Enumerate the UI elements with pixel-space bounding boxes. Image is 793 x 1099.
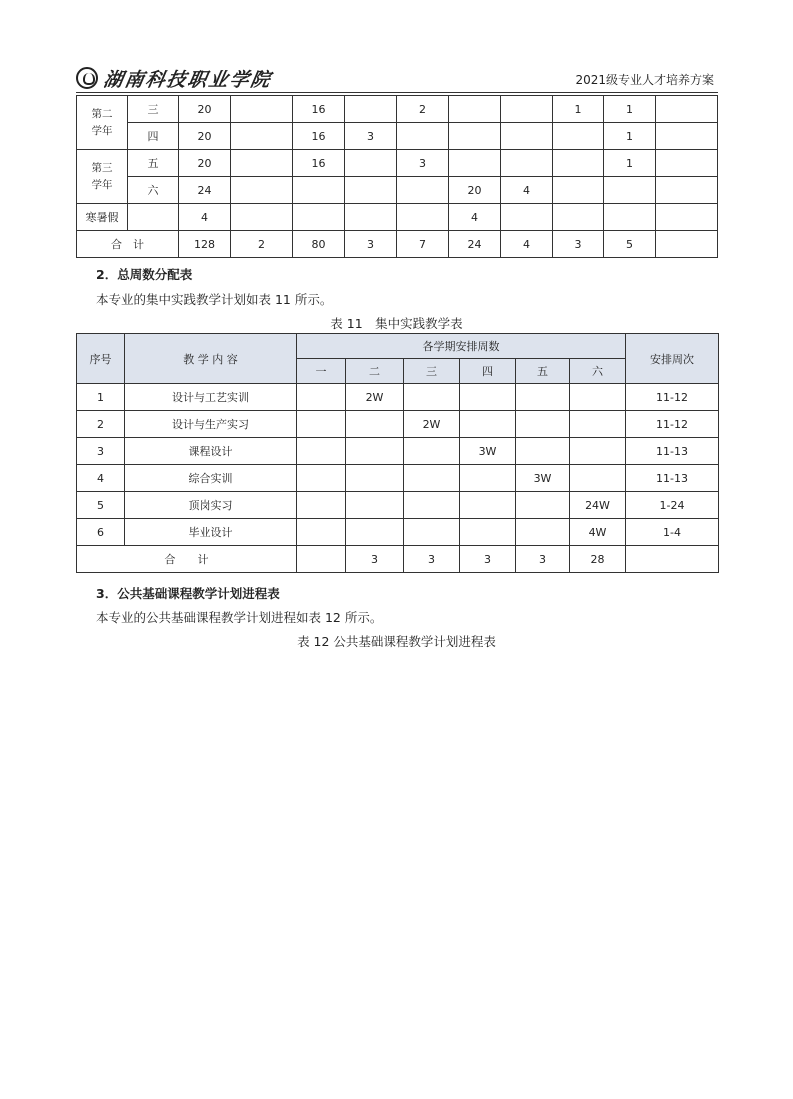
col-header-weeks: 安排周次: [626, 334, 719, 384]
table-cell: 16: [293, 123, 345, 150]
semester-weeks-cell: [346, 519, 404, 546]
table-cell: 1: [604, 96, 656, 123]
semester-weeks-cell: [404, 492, 460, 519]
semester-weeks-cell: 24W: [570, 492, 626, 519]
table-cell: [231, 96, 293, 123]
table-cell: 4: [449, 204, 501, 231]
semester-weeks-cell: [460, 519, 516, 546]
table-cell: [231, 204, 293, 231]
row-number: 6: [77, 519, 125, 546]
table-cell: 1: [604, 123, 656, 150]
row-number: 3: [77, 438, 125, 465]
semester-weeks-cell: [516, 411, 570, 438]
row-label: 寒暑假: [77, 204, 128, 231]
semester-weeks-cell: 3W: [516, 465, 570, 492]
table-cell: [656, 123, 718, 150]
semester-weeks-cell: [570, 438, 626, 465]
semester-weeks-cell: [516, 492, 570, 519]
table-cell: 128: [179, 231, 231, 258]
semester-weeks-cell: [297, 465, 346, 492]
semester-weeks-cell: [460, 384, 516, 411]
table-cell: 4: [179, 204, 231, 231]
table-cell: 24: [179, 177, 231, 204]
table-cell: [231, 150, 293, 177]
scheduled-weeks-cell: [626, 546, 719, 573]
table-cell: 2: [231, 231, 293, 258]
table-cell: 3: [345, 123, 397, 150]
row-label: 合 计: [77, 546, 297, 573]
table-cell: [553, 204, 604, 231]
scheduled-weeks-cell: 11-13: [626, 438, 719, 465]
semester-weeks-cell: [346, 492, 404, 519]
table-cell: 1: [553, 96, 604, 123]
semester-weeks-cell: [570, 465, 626, 492]
semester-weeks-cell: [460, 492, 516, 519]
section-2-intro: 本专业的集中实践教学计划如表 11 所示。: [96, 292, 333, 307]
col-header-sem-1: 一: [297, 359, 346, 384]
table-cell: [656, 204, 718, 231]
semester-cell: 六: [128, 177, 179, 204]
table-cell: [656, 150, 718, 177]
table-cell: [345, 96, 397, 123]
semester-weeks-cell: [297, 492, 346, 519]
table-cell: [449, 96, 501, 123]
semester-weeks-cell: 28: [570, 546, 626, 573]
col-header-content: 教 学 内 容: [125, 334, 297, 384]
table-cell: 3: [553, 231, 604, 258]
table-row: [77, 177, 718, 204]
table-cell: 5: [604, 231, 656, 258]
semester-weeks-cell: [297, 546, 346, 573]
table-cell: [604, 177, 656, 204]
table-cell: 4: [501, 177, 553, 204]
table-cell: [231, 123, 293, 150]
practice-teaching-table: [76, 333, 719, 573]
table-row: [77, 96, 718, 123]
col-header-sem-5: 五: [516, 359, 570, 384]
scheduled-weeks-cell: 11-13: [626, 465, 719, 492]
college-logo: [76, 65, 272, 91]
semester-weeks-cell: [297, 519, 346, 546]
semester-weeks-cell: 3: [516, 546, 570, 573]
col-header-sem-2: 二: [346, 359, 404, 384]
section-3-heading: 3．公共基础课程教学计划进程表: [96, 586, 280, 601]
table-cell: [449, 123, 501, 150]
semester-weeks-cell: [516, 519, 570, 546]
plan-title: 2021级专业人才培养方案: [575, 73, 714, 87]
table-cell: 7: [397, 231, 449, 258]
semester-weeks-cell: 3: [460, 546, 516, 573]
scheduled-weeks-cell: 1-24: [626, 492, 719, 519]
table-row: [77, 150, 718, 177]
col-header-no: 序号: [77, 334, 125, 384]
row-number: 2: [77, 411, 125, 438]
semester-weeks-cell: 3W: [460, 438, 516, 465]
scheduled-weeks-cell: 11-12: [626, 411, 719, 438]
table-cell: [501, 150, 553, 177]
semester-weeks-cell: [297, 411, 346, 438]
semester-weeks-cell: [516, 438, 570, 465]
semester-weeks-cell: [404, 465, 460, 492]
row-content: 顶岗实习: [125, 492, 297, 519]
table-cell: [501, 204, 553, 231]
table-cell: [397, 123, 449, 150]
total-row: [77, 231, 718, 258]
table-cell: 20: [449, 177, 501, 204]
table-cell: 2: [397, 96, 449, 123]
table-row: [77, 384, 719, 411]
header-divider: [76, 92, 718, 93]
table-cell: 16: [293, 96, 345, 123]
col-header-sem-4: 四: [460, 359, 516, 384]
table-cell: [656, 231, 718, 258]
row-content: 毕业设计: [125, 519, 297, 546]
table-12-caption: 表 12 公共基础课程教学计划进程表: [297, 634, 496, 649]
table-cell: 16: [293, 150, 345, 177]
semester-weeks-cell: [346, 438, 404, 465]
row-label: 合 计: [77, 231, 179, 258]
college-name-calligraphy: 湖南科技职业学院: [101, 68, 274, 91]
table-cell: [345, 204, 397, 231]
table-cell: [553, 150, 604, 177]
semester-weeks-cell: [297, 384, 346, 411]
table-row: [77, 123, 718, 150]
page-header: [76, 63, 718, 93]
scheduled-weeks-cell: 11-12: [626, 384, 719, 411]
total-row: [77, 546, 719, 573]
row-content: 设计与生产实习: [125, 411, 297, 438]
table-cell: [656, 96, 718, 123]
table-cell: 24: [449, 231, 501, 258]
table-cell: [293, 177, 345, 204]
semester-weeks-cell: [460, 465, 516, 492]
semester-weeks-cell: 3: [404, 546, 460, 573]
row-number: 1: [77, 384, 125, 411]
semester-weeks-cell: [404, 519, 460, 546]
row-content: 课程设计: [125, 438, 297, 465]
college-seal-icon: [76, 67, 98, 89]
col-header-semesters: 各学期安排周数: [297, 334, 626, 359]
semester-weeks-cell: 4W: [570, 519, 626, 546]
table-cell: [293, 204, 345, 231]
section-2-heading: 2．总周数分配表: [96, 267, 193, 282]
table-cell: [449, 150, 501, 177]
table-cell: [345, 177, 397, 204]
table-cell: 1: [604, 150, 656, 177]
table-cell: 80: [293, 231, 345, 258]
table-cell: [128, 204, 179, 231]
table-11-caption: 表 11 集中实践教学表: [330, 316, 463, 331]
semester-weeks-cell: [297, 438, 346, 465]
weeks-distribution-table: [76, 95, 718, 258]
table-cell: [231, 177, 293, 204]
row-number: 4: [77, 465, 125, 492]
table-cell: [553, 177, 604, 204]
table-row: [77, 492, 719, 519]
semester-weeks-cell: 3: [346, 546, 404, 573]
semester-weeks-cell: [346, 465, 404, 492]
semester-cell: 五: [128, 150, 179, 177]
table-row: [77, 519, 719, 546]
table-cell: 20: [179, 123, 231, 150]
year-cell: 第二 学年: [77, 96, 128, 150]
semester-weeks-cell: [570, 384, 626, 411]
table-cell: 4: [501, 231, 553, 258]
row-content: 综合实训: [125, 465, 297, 492]
table-cell: [604, 204, 656, 231]
row-number: 5: [77, 492, 125, 519]
table-cell: 3: [397, 150, 449, 177]
table-cell: [553, 123, 604, 150]
col-header-sem-3: 三: [404, 359, 460, 384]
table-cell: [656, 177, 718, 204]
table-cell: 3: [345, 231, 397, 258]
semester-weeks-cell: [404, 384, 460, 411]
table-cell: 20: [179, 150, 231, 177]
semester-weeks-cell: [570, 411, 626, 438]
row-content: 设计与工艺实训: [125, 384, 297, 411]
table-cell: 20: [179, 96, 231, 123]
semester-cell: 四: [128, 123, 179, 150]
table-row: [77, 465, 719, 492]
table-row: [77, 204, 718, 231]
semester-weeks-cell: 2W: [404, 411, 460, 438]
semester-weeks-cell: 2W: [346, 384, 404, 411]
section-3-intro: 本专业的公共基础课程教学计划进程如表 12 所示。: [96, 610, 383, 625]
table-cell: [501, 123, 553, 150]
semester-cell: 三: [128, 96, 179, 123]
semester-weeks-cell: [460, 411, 516, 438]
semester-weeks-cell: [346, 411, 404, 438]
table-row: [77, 438, 719, 465]
year-cell: 第三 学年: [77, 150, 128, 204]
semester-weeks-cell: [404, 438, 460, 465]
col-header-sem-6: 六: [570, 359, 626, 384]
scheduled-weeks-cell: 1-4: [626, 519, 719, 546]
table-cell: [397, 204, 449, 231]
table-cell: [501, 96, 553, 123]
semester-weeks-cell: [516, 384, 570, 411]
table-cell: [397, 177, 449, 204]
table-cell: [345, 150, 397, 177]
table-row: [77, 411, 719, 438]
